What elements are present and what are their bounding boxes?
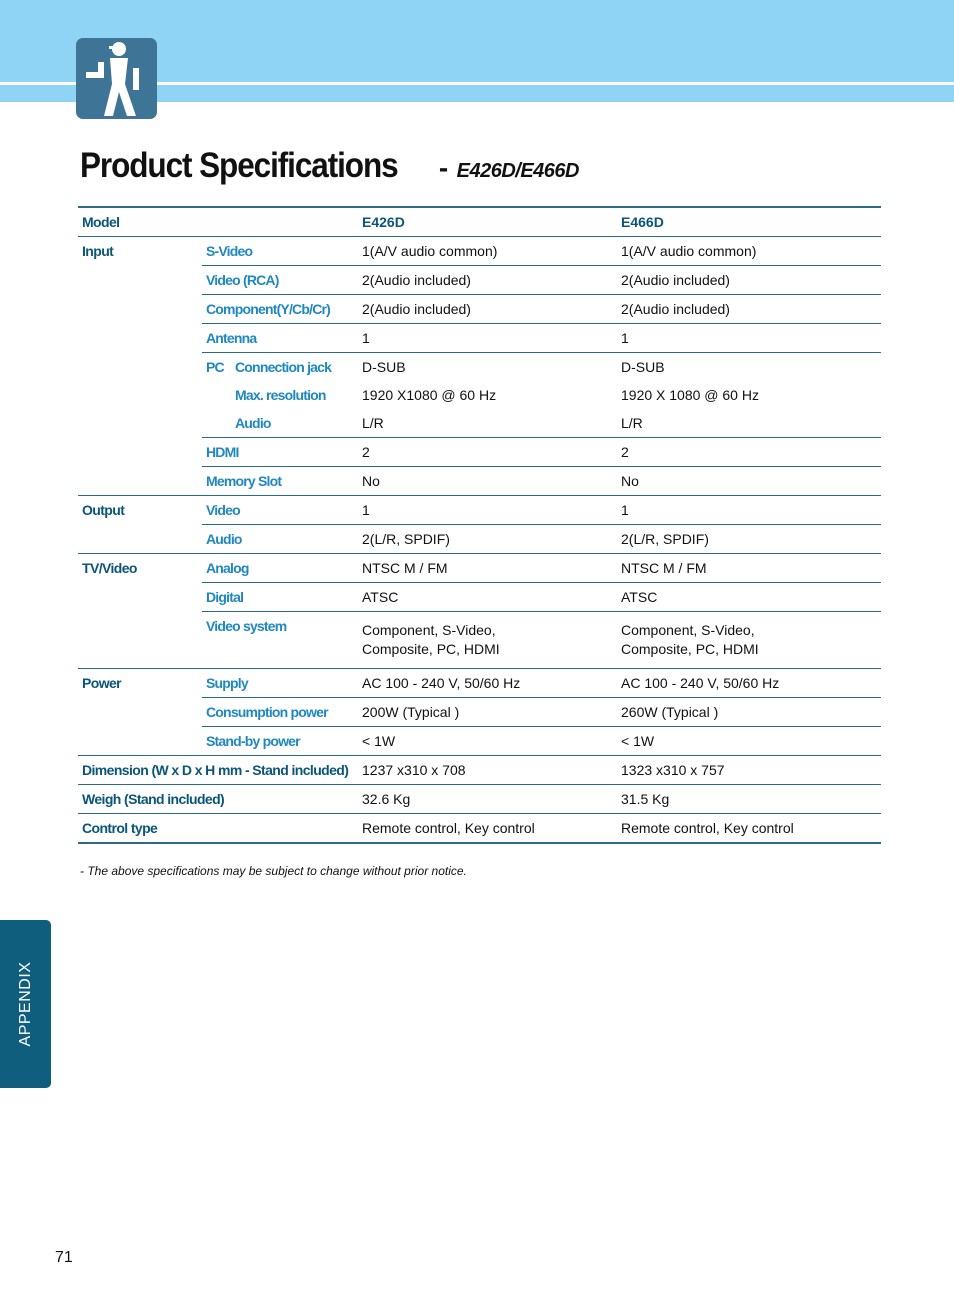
input-label: Input	[82, 243, 114, 259]
page-title-text: Product Specifications	[80, 146, 398, 185]
antenna-e426d: 1	[358, 324, 617, 353]
pc-label: PC	[206, 359, 224, 375]
vsys-e426d-line2: Composite, PC, HDMI	[362, 641, 500, 657]
consumption-label: Consumption power	[202, 698, 358, 727]
person-figure-icon	[76, 38, 157, 119]
weigh-e426d: 32.6 Kg	[358, 785, 617, 814]
vsys-e426d-line1: Component, S-Video,	[362, 622, 496, 638]
supply-e426d: AC 100 - 240 V, 50/60 Hz	[358, 669, 617, 698]
title-dash: -	[438, 152, 449, 183]
dimension-e466d: 1323 x310 x 757	[617, 756, 881, 785]
standby-e426d: < 1W	[358, 727, 617, 756]
table-row	[78, 237, 881, 266]
pcaudio-e426d: L/R	[358, 409, 617, 438]
consumption-e466d: 260W (Typical )	[617, 698, 881, 727]
standby-e466d: < 1W	[617, 727, 881, 756]
memory-label: Memory Slot	[202, 467, 358, 496]
outaudio-label: Audio	[202, 525, 358, 554]
table-row	[78, 785, 881, 814]
memory-e466d: No	[617, 467, 881, 496]
standby-label: Stand-by power	[202, 727, 358, 756]
svideo-e466d: 1(A/V audio common)	[617, 237, 881, 266]
tv-label: TV/Video	[82, 560, 137, 576]
maxres-e466d: 1920 X 1080 @ 60 Hz	[621, 387, 759, 403]
pcaudio-label: Audio	[235, 415, 271, 431]
vsys-label: Video system	[202, 612, 358, 669]
component-e466d: 2(Audio included)	[617, 295, 881, 324]
table-row	[78, 324, 881, 353]
table-row	[78, 698, 881, 727]
section-icon-box	[76, 38, 157, 119]
supply-label: Supply	[202, 669, 358, 698]
table-row	[78, 207, 881, 237]
table-row	[78, 467, 881, 496]
outvideo-label: Video	[202, 496, 358, 525]
table-row	[78, 756, 881, 785]
antenna-label: Antenna	[202, 324, 358, 353]
component-label: Component(Y/Cb/Cr)	[202, 295, 358, 324]
weigh-e466d: 31.5 Kg	[617, 785, 881, 814]
pcaudio-e466d: L/R	[617, 409, 881, 438]
consumption-e426d: 200W (Typical )	[358, 698, 617, 727]
digital-e426d: ATSC	[358, 583, 617, 612]
control-e466d: Remote control, Key control	[617, 814, 881, 844]
vsys-e466d-line1: Component, S-Video,	[621, 622, 755, 638]
appendix-tab-label: APPENDIX	[16, 961, 34, 1047]
control-e426d: Remote control, Key control	[358, 814, 617, 844]
videorca-e426d: 2(Audio included)	[358, 266, 617, 295]
outvideo-e426d: 1	[358, 496, 617, 525]
table-row	[78, 496, 881, 525]
outaudio-e466d: 2(L/R, SPDIF)	[617, 525, 881, 554]
analog-label: Analog	[202, 554, 358, 583]
model-label: Model	[78, 207, 202, 237]
table-row	[78, 727, 881, 756]
table-row	[78, 669, 881, 698]
conn-e426d: D-SUB	[362, 359, 406, 375]
outaudio-e426d: 2(L/R, SPDIF)	[358, 525, 617, 554]
table-row	[78, 612, 881, 669]
power-label: Power	[82, 675, 122, 691]
hdmi-e426d: 2	[358, 438, 617, 467]
antenna-e466d: 1	[617, 324, 881, 353]
table-row	[78, 814, 881, 844]
table-row	[78, 353, 881, 382]
vsys-e466d-line2: Composite, PC, HDMI	[621, 641, 759, 657]
digital-e466d: ATSC	[617, 583, 881, 612]
output-label: Output	[82, 502, 125, 518]
control-label: Control type	[78, 814, 358, 844]
supply-e466d: AC 100 - 240 V, 50/60 Hz	[617, 669, 881, 698]
table-row	[78, 381, 881, 409]
maxres-e426d: 1920 X1080 @ 60 Hz	[362, 387, 497, 403]
svideo-e426d: 1(A/V audio common)	[358, 237, 617, 266]
table-row	[78, 266, 881, 295]
page-number: 71	[55, 1249, 73, 1266]
memory-e426d: No	[358, 467, 617, 496]
conn-e466d: D-SUB	[621, 359, 665, 375]
spec-table	[78, 206, 881, 844]
spec-notice: - The above specifications may be subject to change without prior notice.	[80, 864, 467, 878]
table-row	[78, 409, 881, 438]
table-row	[78, 525, 881, 554]
dimension-e426d: 1237 x310 x 708	[358, 756, 617, 785]
hdmi-e466d: 2	[617, 438, 881, 467]
weigh-label: Weigh (Stand included)	[78, 785, 358, 814]
dimension-label: Dimension (W x D x H mm - Stand included)	[78, 756, 358, 785]
videorca-e466d: 2(Audio included)	[617, 266, 881, 295]
svideo-label: S-Video	[202, 237, 358, 266]
page-title	[80, 146, 579, 186]
col-head-e466d: E466D	[617, 207, 881, 237]
col-head-e426d: E426D	[358, 207, 617, 237]
analog-e426d: NTSC M / FM	[358, 554, 617, 583]
title-model: E426D/E466D	[456, 160, 579, 182]
analog-e466d: NTSC M / FM	[617, 554, 881, 583]
table-row	[78, 438, 881, 467]
maxres-label: Max. resolution	[235, 387, 326, 403]
digital-label: Digital	[202, 583, 358, 612]
table-row	[78, 583, 881, 612]
hdmi-label: HDMI	[202, 438, 358, 467]
table-row	[78, 295, 881, 324]
outvideo-e466d: 1	[617, 496, 881, 525]
conn-label: Connection jack	[235, 359, 332, 375]
component-e426d: 2(Audio included)	[358, 295, 617, 324]
appendix-tab	[0, 920, 51, 1088]
table-row	[78, 554, 881, 583]
videorca-label: Video (RCA)	[202, 266, 358, 295]
